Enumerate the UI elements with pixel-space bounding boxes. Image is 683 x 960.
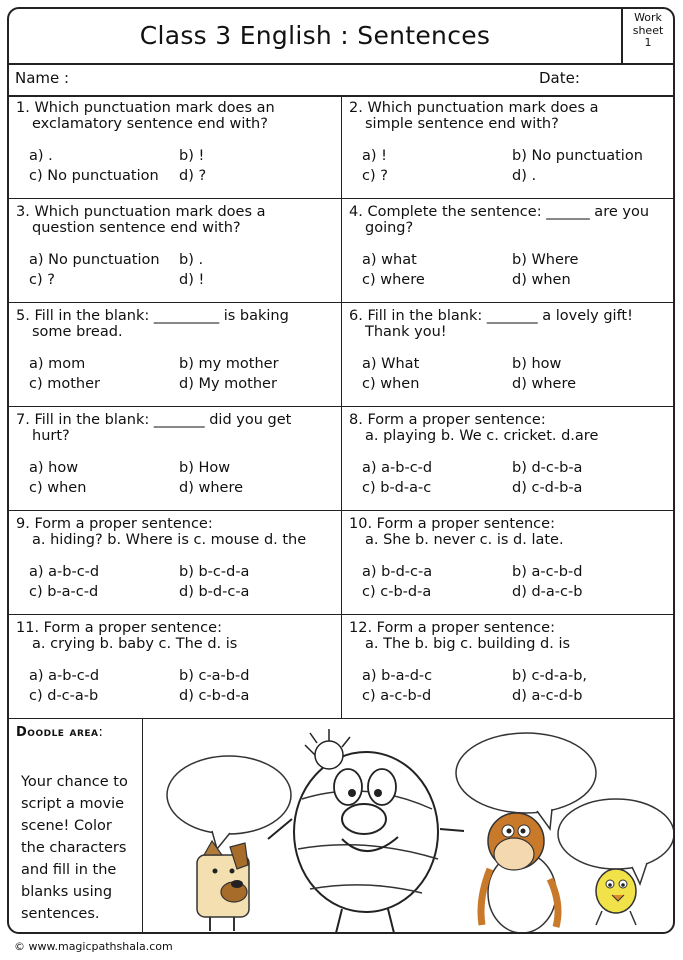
option-c[interactable]: c) a-c-b-d — [362, 688, 432, 704]
option-d[interactable]: d) where — [512, 376, 577, 392]
option-c[interactable]: c) b-a-c-d — [29, 584, 99, 600]
doodle-line: the characters — [21, 840, 127, 856]
question-line-2: a. playing b. We c. cricket. d.are — [365, 428, 599, 444]
question-text — [16, 620, 333, 654]
doodle-area — [9, 719, 673, 934]
question-3 — [9, 199, 341, 303]
option-b[interactable]: b) ! — [179, 148, 205, 164]
question-line-2: some bread. — [32, 324, 123, 340]
option-c[interactable]: c) when — [362, 376, 420, 392]
option-b[interactable]: b) b-c-d-a — [179, 564, 250, 580]
question-number: 12. — [349, 620, 373, 636]
question-line-1: Form a proper sentence: — [376, 516, 555, 532]
copyright-icon: © — [14, 940, 25, 953]
question-line-1: Fill in the blank: _______ a lovely gift! — [367, 308, 633, 324]
option-b[interactable]: b) How — [179, 460, 231, 476]
question-text — [16, 516, 333, 550]
option-b[interactable]: b) my mother — [179, 356, 279, 372]
option-d[interactable]: d) ? — [179, 168, 207, 184]
doodle-line: and fill in the — [21, 862, 117, 878]
question-line-2: a. She b. never c. is d. late. — [365, 532, 564, 548]
footer-credit — [14, 940, 173, 953]
name-date-row — [9, 63, 673, 97]
question-line-2: a. hiding? b. Where is c. mouse d. the — [32, 532, 307, 548]
question-line-1: Fill in the blank: _________ is baking — [34, 308, 289, 324]
option-d[interactable]: d) . — [512, 168, 537, 184]
question-1 — [9, 95, 341, 199]
option-d[interactable]: d) ! — [179, 272, 205, 288]
chick-character — [596, 869, 636, 925]
worksheet-number-box — [621, 9, 673, 63]
option-d[interactable]: d) c-b-d-a — [179, 688, 250, 704]
doodle-heading-colon: : — [98, 725, 104, 740]
question-line-1: Form a proper sentence: — [34, 516, 213, 532]
dog-character — [197, 841, 249, 931]
question-line-1: Which punctuation mark does an — [34, 100, 275, 116]
question-line-2: simple sentence end with? — [365, 116, 559, 132]
question-11 — [9, 615, 341, 719]
option-b[interactable]: b) c-d-a-b, — [512, 668, 588, 684]
option-d[interactable]: d) My mother — [179, 376, 277, 392]
name-label: Name : — [15, 69, 70, 87]
worksheet-label-1: Work — [634, 11, 662, 24]
option-a[interactable]: a) ! — [362, 148, 387, 164]
option-d[interactable]: d) c-d-b-a — [512, 480, 583, 496]
option-c[interactable]: c) mother — [29, 376, 100, 392]
doodle-line: script a movie — [21, 796, 125, 812]
question-text — [16, 412, 333, 446]
option-a[interactable]: a) What — [362, 356, 420, 372]
question-text — [16, 308, 333, 342]
question-9 — [9, 511, 341, 615]
doodle-illustration — [142, 719, 673, 934]
question-line-1: Form a proper sentence: — [43, 620, 222, 636]
question-line-2: a. crying b. baby c. The d. is — [32, 636, 238, 652]
question-10 — [341, 511, 673, 615]
option-a[interactable]: a) b-d-c-a — [362, 564, 433, 580]
question-number: 11. — [16, 620, 40, 636]
option-c[interactable]: c) ? — [362, 168, 388, 184]
question-5 — [9, 303, 341, 407]
question-text — [349, 620, 665, 654]
round-character — [268, 729, 464, 933]
option-a[interactable]: a) No punctuation — [29, 252, 160, 268]
website-url: www.magicpathshala.com — [28, 940, 173, 953]
option-c[interactable]: c) c-b-d-a — [362, 584, 432, 600]
option-d[interactable]: d) b-d-c-a — [179, 584, 250, 600]
option-a[interactable]: a) b-a-d-c — [362, 668, 433, 684]
option-a[interactable]: a) how — [29, 460, 79, 476]
option-a[interactable]: a) a-b-c-d — [362, 460, 433, 476]
question-number: 9. — [16, 516, 30, 532]
question-line-1: Fill in the blank: _______ did you get — [34, 412, 292, 428]
question-number: 10. — [349, 516, 373, 532]
doodle-line: blanks using — [21, 884, 113, 900]
question-number: 5. — [16, 308, 30, 324]
worksheet-label-2: sheet — [632, 23, 664, 37]
question-text — [16, 204, 333, 238]
question-4 — [341, 199, 673, 303]
doodle-heading-text: Doodle area — [16, 725, 99, 740]
option-b[interactable]: b) . — [179, 252, 204, 268]
question-12 — [341, 615, 673, 719]
option-c[interactable]: c) ? — [29, 272, 55, 288]
option-b[interactable]: b) c-a-b-d — [179, 668, 250, 684]
option-c[interactable]: c) d-c-a-b — [29, 688, 99, 704]
question-number: 2. — [349, 100, 363, 116]
option-b[interactable]: b) No punctuation — [512, 148, 643, 164]
option-a[interactable]: a) what — [362, 252, 417, 268]
option-a[interactable]: a) a-b-c-d — [29, 564, 100, 580]
question-7 — [9, 407, 341, 511]
question-8 — [341, 407, 673, 511]
question-line-2: Thank you! — [365, 324, 447, 340]
question-line-2: a. The b. big c. building d. is — [365, 636, 571, 652]
option-d[interactable]: d) d-a-c-b — [512, 584, 583, 600]
question-2 — [341, 95, 673, 199]
option-b[interactable]: b) Where — [512, 252, 579, 268]
title-row — [9, 9, 673, 65]
option-b[interactable]: b) d-c-b-a — [512, 460, 583, 476]
option-c[interactable]: c) when — [29, 480, 87, 496]
option-c[interactable]: c) where — [362, 272, 425, 288]
question-number: 8. — [349, 412, 363, 428]
worksheet — [7, 7, 675, 934]
question-number: 7. — [16, 412, 30, 428]
question-6 — [341, 303, 673, 407]
question-line-1: Which punctuation mark does a — [34, 204, 266, 220]
doodle-line: Your chance to — [21, 774, 128, 790]
date-label: Date: — [539, 69, 580, 87]
question-line-2: going? — [365, 220, 414, 236]
option-a[interactable]: a) a-b-c-d — [29, 668, 100, 684]
question-text — [349, 412, 665, 446]
question-number: 3. — [16, 204, 30, 220]
question-line-1: Which punctuation mark does a — [367, 100, 599, 116]
option-c[interactable]: c) b-d-a-c — [362, 480, 432, 496]
doodle-instructions — [9, 719, 143, 934]
question-text — [349, 308, 665, 342]
worksheet-number: 1 — [644, 36, 652, 49]
question-line-2: hurt? — [32, 428, 70, 444]
doodle-instruction-text — [21, 771, 139, 925]
doodle-heading — [16, 725, 103, 740]
question-number: 6. — [349, 308, 363, 324]
question-text — [349, 204, 665, 238]
question-text — [349, 100, 665, 134]
doodle-line: scene! Color — [21, 818, 112, 834]
question-line-2: exclamatory sentence end with? — [32, 116, 268, 132]
option-d[interactable]: d) where — [179, 480, 244, 496]
question-line-1: Form a proper sentence: — [367, 412, 546, 428]
option-d[interactable]: d) when — [512, 272, 571, 288]
option-a[interactable]: a) . — [29, 148, 53, 164]
question-text — [16, 100, 333, 134]
option-b[interactable]: b) how — [512, 356, 562, 372]
question-line-1: Complete the sentence: ______ are you — [367, 204, 650, 220]
option-c[interactable]: c) No punctuation — [29, 168, 159, 184]
question-number: 4. — [349, 204, 363, 220]
option-a[interactable]: a) mom — [29, 356, 86, 372]
option-d[interactable]: d) a-c-d-b — [512, 688, 583, 704]
monkey-character — [481, 813, 558, 933]
question-number: 1. — [16, 100, 30, 116]
question-line-2: question sentence end with? — [32, 220, 241, 236]
question-text — [349, 516, 665, 550]
question-line-1: Form a proper sentence: — [376, 620, 555, 636]
page-title: Class 3 English : Sentences — [139, 21, 491, 50]
option-b[interactable]: b) a-c-b-d — [512, 564, 583, 580]
doodle-line: sentences. — [21, 906, 100, 922]
